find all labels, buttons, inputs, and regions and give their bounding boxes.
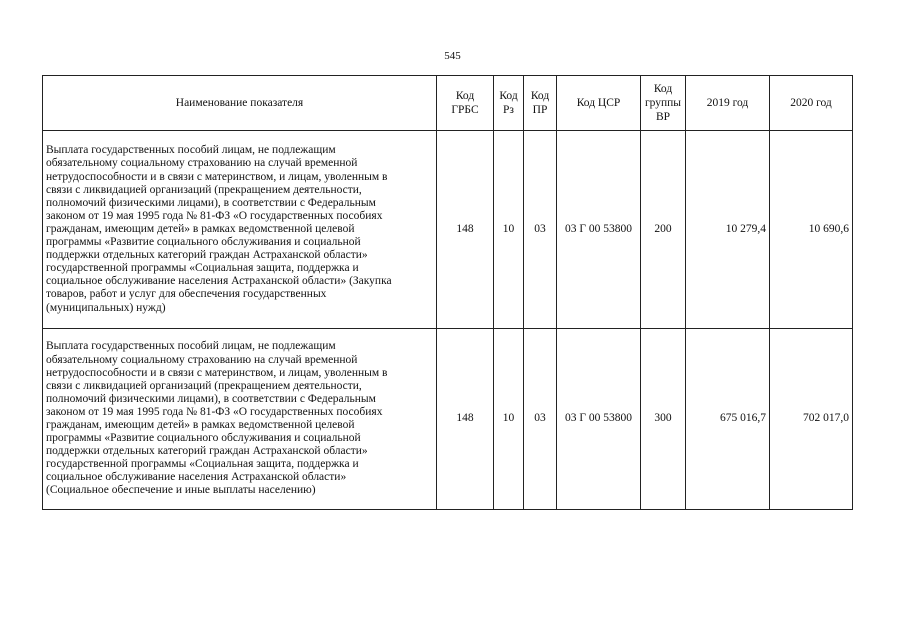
cell-pr: 03 xyxy=(524,329,557,510)
description-line: обязательному социальному страхованию на случай временной xyxy=(46,353,358,366)
description-line: поддержки отдельных категорий граждан Астраханской области» xyxy=(46,249,368,262)
header-name xyxy=(43,76,437,131)
description-line: гражданам, имеющим детей» в рамках ведомственной целевой xyxy=(46,222,355,235)
description-line: законом от 19 мая 1995 года № 81-ФЗ «О государственных пособиях xyxy=(46,209,383,222)
header-pr-line: Код xyxy=(530,90,550,102)
description-line: (муниципальных) нужд) xyxy=(46,301,166,314)
header-vr-line: группы xyxy=(644,97,682,109)
table-row xyxy=(43,131,853,329)
description-line: связи с ликвидацией организаций (прекращением деятельности, xyxy=(46,183,362,196)
description-line: государственной программы «Социальная защита, поддержка и xyxy=(46,262,359,275)
row-description xyxy=(43,329,437,510)
header-2020-line: 2020 год xyxy=(790,97,832,109)
row-description xyxy=(43,131,437,329)
description-line: нетрудоспособности и в связи с материнством, и лицам, уволенным в xyxy=(46,366,388,379)
header-pr xyxy=(524,76,557,131)
cell-rz: 10 xyxy=(494,131,524,329)
header-csr xyxy=(557,76,641,131)
description-line: социальное обслуживание населения Астраханской области» xyxy=(46,471,347,484)
description-line: Выплата государственных пособий лицам, не подлежащим xyxy=(46,340,336,353)
cell-2020: 10 690,6 xyxy=(770,131,853,329)
header-name-line: Наименование показателя xyxy=(175,97,304,109)
header-grbs-line: Код xyxy=(455,90,475,102)
header-grbs xyxy=(437,76,494,131)
description-line: товаров, работ и услуг для обеспечения государственных xyxy=(46,288,327,301)
header-csr-line: Код ЦСР xyxy=(576,97,621,109)
cell-vr: 300 xyxy=(641,329,686,510)
header-2019 xyxy=(686,76,770,131)
header-rz xyxy=(494,76,524,131)
description-line: законом от 19 мая 1995 года № 81-ФЗ «О государственных пособиях xyxy=(46,405,383,418)
cell-grbs: 148 xyxy=(437,131,494,329)
description-line: государственной программы «Социальная защита, поддержка и xyxy=(46,458,359,471)
description-line: социальное обслуживание населения Астраханской области» (Закупка xyxy=(46,275,392,288)
cell-csr: 03 Г 00 53800 xyxy=(557,131,641,329)
description-line: связи с ликвидацией организаций (прекращением деятельности, xyxy=(46,379,362,392)
description-line: гражданам, имеющим детей» в рамках ведомственной целевой xyxy=(46,419,355,431)
header-pr-line: ПР xyxy=(532,104,548,116)
description-line: полномочий физическими лицами), в соответствии с Федеральным xyxy=(46,392,376,405)
description-line: Выплата государственных пособий лицам, не подлежащим xyxy=(46,144,336,157)
cell-2019: 10 279,4 xyxy=(686,131,770,329)
header-grbs-line: ГРБС xyxy=(451,104,479,116)
description-line: поддержки отдельных категорий граждан Астраханской области» xyxy=(46,445,368,458)
table-header-row xyxy=(43,76,853,131)
header-2020 xyxy=(770,76,853,131)
description-line: обязательному социальному страхованию на случай временной xyxy=(46,157,358,170)
description-line: полномочий физическими лицами), в соответствии с Федеральным xyxy=(46,196,376,209)
header-rz-line: Рз xyxy=(503,104,514,116)
header-vr-line: Код xyxy=(653,83,673,95)
cell-rz: 10 xyxy=(494,329,524,510)
description-line: (Социальное обеспечение и иные выплаты населению) xyxy=(46,484,316,497)
page-number: 545 xyxy=(444,50,461,62)
cell-2020: 702 017,0 xyxy=(770,329,853,510)
description-line: программы «Развитие социального обслуживания и социальной xyxy=(46,432,361,445)
header-rz-line: Код xyxy=(499,90,518,102)
cell-csr: 03 Г 00 53800 xyxy=(557,329,641,510)
header-2019-line: 2019 год xyxy=(706,97,749,109)
description-line: программы «Развитие социального обслуживания и социальной xyxy=(46,236,361,249)
table-row xyxy=(43,329,853,510)
header-vr xyxy=(641,76,686,131)
header-vr-line: ВР xyxy=(655,111,671,123)
budget-table xyxy=(42,75,853,510)
cell-vr: 200 xyxy=(641,131,686,329)
cell-grbs: 148 xyxy=(437,329,494,510)
cell-2019: 675 016,7 xyxy=(686,329,770,510)
description-line: нетрудоспособности и в связи с материнством, и лицам, уволенным в xyxy=(46,170,388,183)
cell-pr: 03 xyxy=(524,131,557,329)
